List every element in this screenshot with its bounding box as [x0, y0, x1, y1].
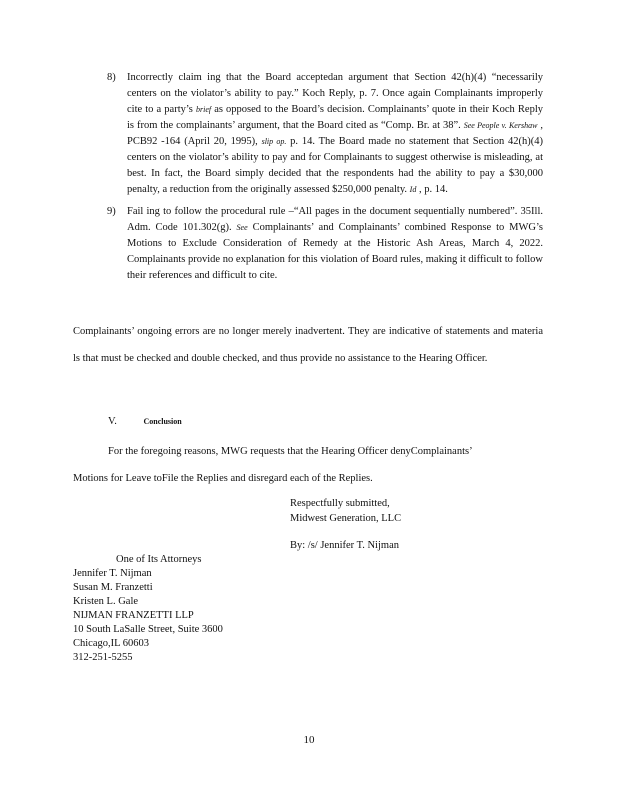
list-item-text: Incorrectly claim ing that the Board acceptedan argument that Section 42(h)(4) “necessarily centers on the violator’s ability to pay.” Koch Reply, p. 7. Once again Complainants improperly cite to a party’s brief as opposed to the Board’s decision. Complainants’ quote in their Koch Reply is from the complainants’ argument, that the Board cited as “Comp. Br. at 38”. See People v. Kershaw , PCB92 -164 (April 20, 1995), slip op. p. 14. The Board made no statement that Section 42(h)(4) centers on the violator’s ability to pay and for Complainants to suggest otherwise is misleading, at best. In fact, the Board simply decided that the respondents had the ability to pay a $30,000 penalty, a reduction from the originally assessed $250,000 penalty. Id , p. 14.	[127, 72, 544, 195]
attorney-name: Kristen L. Gale	[73, 596, 139, 607]
section-heading	[108, 416, 182, 427]
conclusion-line-1: For the foregoing reasons, MWG requests that the Hearing Officer denyComplainants’	[108, 446, 473, 457]
section-title: Conclusion	[143, 417, 182, 426]
closing-paragraph: Complainants’ ongoing errors are no longer merely inadvertent. They are indicative of statements and materia ls that must be checked and double checked, and thus provide no assistance to the Hearing Officer.	[73, 326, 543, 364]
firm-street: 10 South LaSalle Street, Suite 3600	[73, 624, 223, 635]
conclusion-paragraph	[73, 438, 543, 492]
signature-block	[290, 496, 401, 553]
numbered-list	[107, 70, 543, 290]
attorney-block	[73, 553, 223, 665]
section-numeral: V.	[108, 416, 117, 427]
list-item-text: Fail ing to follow the procedural rule –“All pages in the document sequentially numbered”. 35Ill. Adm. Code 101.302(g). See Complainants’ and Complainants’ combined Response to MWG’s Motions to Exclude Consideration of Remedy at the Historic Ash Areas, March 4, 2022. Complainants provide no explanation for this violation of Board rules, making it difficult to follow their references and difficult to cite.	[127, 206, 543, 281]
signature-closing: Respectfully submitted,	[290, 498, 390, 509]
signature-party: Midwest Generation, LLC	[290, 513, 402, 524]
list-item-9	[107, 204, 543, 284]
list-item-8	[107, 70, 543, 198]
firm-phone: 312-251-5255	[73, 652, 133, 663]
page-number: 10	[303, 734, 315, 746]
list-number: 9)	[107, 206, 116, 217]
attorney-role: One of Its Attorneys	[116, 554, 202, 565]
firm-city: Chicago,IL 60603	[73, 638, 150, 649]
attorney-name: Jennifer T. Nijman	[73, 568, 152, 579]
conclusion-line-2: Motions for Leave toFile the Replies and disregard each of the Replies.	[73, 473, 373, 484]
attorney-name: Susan M. Franzetti	[73, 582, 153, 593]
law-firm: NIJMAN FRANZETTI LLP	[73, 610, 194, 621]
list-number: 8)	[107, 72, 116, 83]
signature-by: By: /s/ Jennifer T. Nijman	[290, 540, 399, 551]
